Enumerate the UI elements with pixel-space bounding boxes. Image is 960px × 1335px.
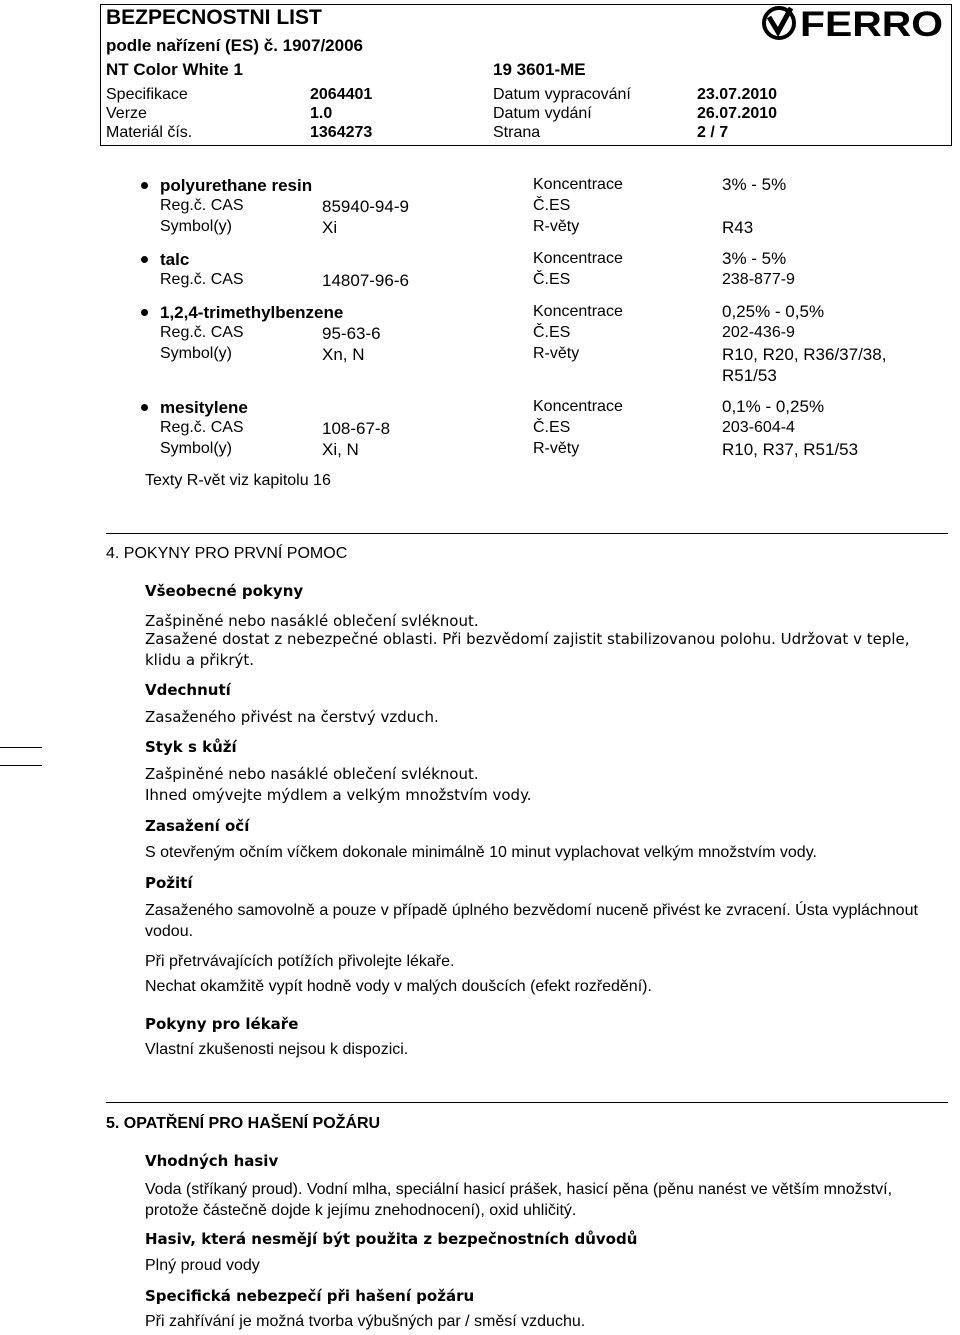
symbol-value: Xi [322, 218, 338, 237]
component-name: polyurethane resin [160, 176, 313, 195]
ferro-logo-icon [760, 5, 946, 41]
symbol-label: Symbol(y) [160, 218, 233, 235]
component-name: 1,2,4-trimethylbenzene [160, 303, 344, 322]
es-label: Č.ES [533, 324, 571, 341]
es-label: Č.ES [533, 419, 571, 436]
component-name: mesitylene [160, 398, 248, 417]
concentration-value: 0,1% - 0,25% [722, 397, 825, 416]
specific-hazards-heading: Specifická nebezpečí při hašení požáru [145, 1287, 475, 1305]
general-advice-text: Zasažené dostat z nebezpečné oblasti. Při bezvědomí zajistit stabilizovanou polohu. Udržovat v teple, klidu a přikrýt. [145, 630, 910, 669]
date-prepared-value: 23.07.2010 [697, 86, 778, 103]
logo-text: FERRO [800, 5, 943, 41]
es-number: 203-604-4 [722, 419, 795, 436]
r-phrases-label: R-věty [533, 345, 580, 362]
eye-contact-text: S otevřeným očním víčkem dokonale minimálně 10 minut vyplachovat velkým množstvím vody. [145, 844, 817, 861]
unsuitable-media-heading: Hasiv, která nesmějí být použita z bezpečnostních důvodů [145, 1230, 638, 1248]
r-phrases-label: R-věty [533, 218, 580, 235]
concentration-label: Koncentrace [533, 398, 623, 415]
margin-change-mark [0, 765, 42, 766]
ingestion-heading: Požití [145, 874, 193, 892]
date-prepared-label: Datum vypracování [493, 86, 631, 103]
general-advice-heading: Všeobecné pokyny [145, 582, 304, 600]
bullet-icon [141, 256, 148, 263]
cas-label: Reg.č. CAS [160, 197, 244, 214]
cas-label: Reg.č. CAS [160, 419, 244, 436]
ingestion-text: Zasaženého samovolně a pouze v případě úplného bezvědomí nuceně přivést ke zvracení. Ústa vypláchnout vodou. [145, 902, 918, 940]
specific-hazards-text: Při zahřívání je možná tvorba výbušných par / směsí vzduchu. [145, 1313, 586, 1330]
concentration-value: 3% - 5% [722, 249, 787, 268]
cas-label: Reg.č. CAS [160, 324, 244, 341]
document-title: BEZPECNOSTNI LIST [106, 6, 322, 29]
spec-value: 2064401 [310, 86, 373, 103]
date-issued-label: Datum vydání [493, 105, 592, 122]
r-phrases-value: R10, R20, R36/37/38, [722, 345, 887, 364]
suitable-media-heading: Vhodných hasiv [145, 1152, 279, 1170]
r-phrases-value: R10, R37, R51/53 [722, 440, 859, 459]
es-label: Č.ES [533, 197, 571, 214]
symbol-value: Xn, N [322, 345, 365, 364]
suitable-media-text: Voda (stříkaný proud). Vodní mlha, speciální hasicí prášek, hasicí pěna (pěnu nanést ve větším množství, protože částečně dojde k jejímu znehodnocení), oxid uhličitý. [145, 1181, 893, 1219]
product-name: NT Color White 1 [106, 60, 243, 79]
concentration-label: Koncentrace [533, 250, 623, 267]
inhalation-text: Zasaženého přivést na čerstvý vzduch. [145, 708, 439, 726]
page-value: 2 / 7 [697, 124, 729, 141]
version-label: Verze [106, 105, 147, 122]
es-label: Č.ES [533, 271, 571, 288]
section-5-title: 5. OPATŘENÍ PRO HAŠENÍ POŽÁRU [106, 1115, 381, 1132]
concentration-value: 3% - 5% [722, 175, 787, 194]
section-divider [106, 533, 948, 534]
es-number: 238-877-9 [722, 271, 795, 288]
spec-label: Specifikace [106, 86, 188, 103]
margin-change-mark [0, 747, 42, 748]
concentration-label: Koncentrace [533, 303, 623, 320]
material-label: Materiál čís. [106, 124, 193, 141]
skin-contact-text: Ihned omývejte mýdlem a velkým množstvím vody. [145, 786, 532, 804]
version-value: 1.0 [310, 105, 333, 122]
unsuitable-media-text: Plný proud vody [145, 1257, 260, 1274]
skin-contact-text: Zašpiněné nebo nasáklé oblečení svléknout. [145, 765, 479, 783]
material-value: 1364273 [310, 124, 373, 141]
ferro-logo [760, 5, 946, 41]
general-advice-text: Zašpiněné nebo nasáklé oblečení svléknout. [145, 612, 479, 630]
inhalation-heading: Vdechnutí [145, 681, 231, 699]
date-issued-value: 26.07.2010 [697, 105, 778, 122]
bullet-icon [141, 182, 148, 189]
product-code: 19 3601-ME [493, 60, 586, 79]
cas-number: 95-63-6 [322, 324, 381, 343]
r-phrases-value: R43 [722, 218, 754, 237]
eye-contact-heading: Zasažení očí [145, 817, 250, 835]
cas-label: Reg.č. CAS [160, 271, 244, 288]
bullet-icon [141, 309, 148, 316]
ingestion-text: Při přetrvávajících potížích přivolejte lékaře. [145, 953, 455, 970]
bullet-icon [141, 404, 148, 411]
component-name: talc [160, 250, 190, 269]
section-divider [106, 1102, 948, 1103]
physician-notes-heading: Pokyny pro lékaře [145, 1015, 299, 1033]
cas-number: 108-67-8 [322, 419, 391, 438]
page-label: Strana [493, 124, 541, 141]
cas-number: 14807-96-6 [322, 271, 409, 290]
es-number: 202-436-9 [722, 324, 795, 341]
regulation-subtitle: podle nařízení (ES) č. 1907/2006 [106, 36, 364, 55]
physician-notes-text: Vlastní zkušenosti nejsou k dispozici. [145, 1041, 409, 1058]
cas-number: 85940-94-9 [322, 197, 409, 216]
r-phrases-label: R-věty [533, 440, 580, 457]
ingestion-text: Nechat okamžitě vypít hodně vody v malých doušcích (efekt rozředění). [145, 978, 652, 995]
symbol-label: Symbol(y) [160, 345, 233, 362]
symbol-value: Xi, N [322, 440, 359, 459]
symbol-label: Symbol(y) [160, 440, 233, 457]
r-phrases-value-cont: R51/53 [722, 366, 777, 385]
concentration-value: 0,25% - 0,5% [722, 302, 825, 321]
concentration-label: Koncentrace [533, 176, 623, 193]
r-phrases-note: Texty R-vět viz kapitolu 16 [145, 472, 331, 489]
section-4-title: 4. POKYNY PRO PRVNÍ POMOC [106, 545, 348, 562]
skin-contact-heading: Styk s kůží [145, 738, 237, 756]
